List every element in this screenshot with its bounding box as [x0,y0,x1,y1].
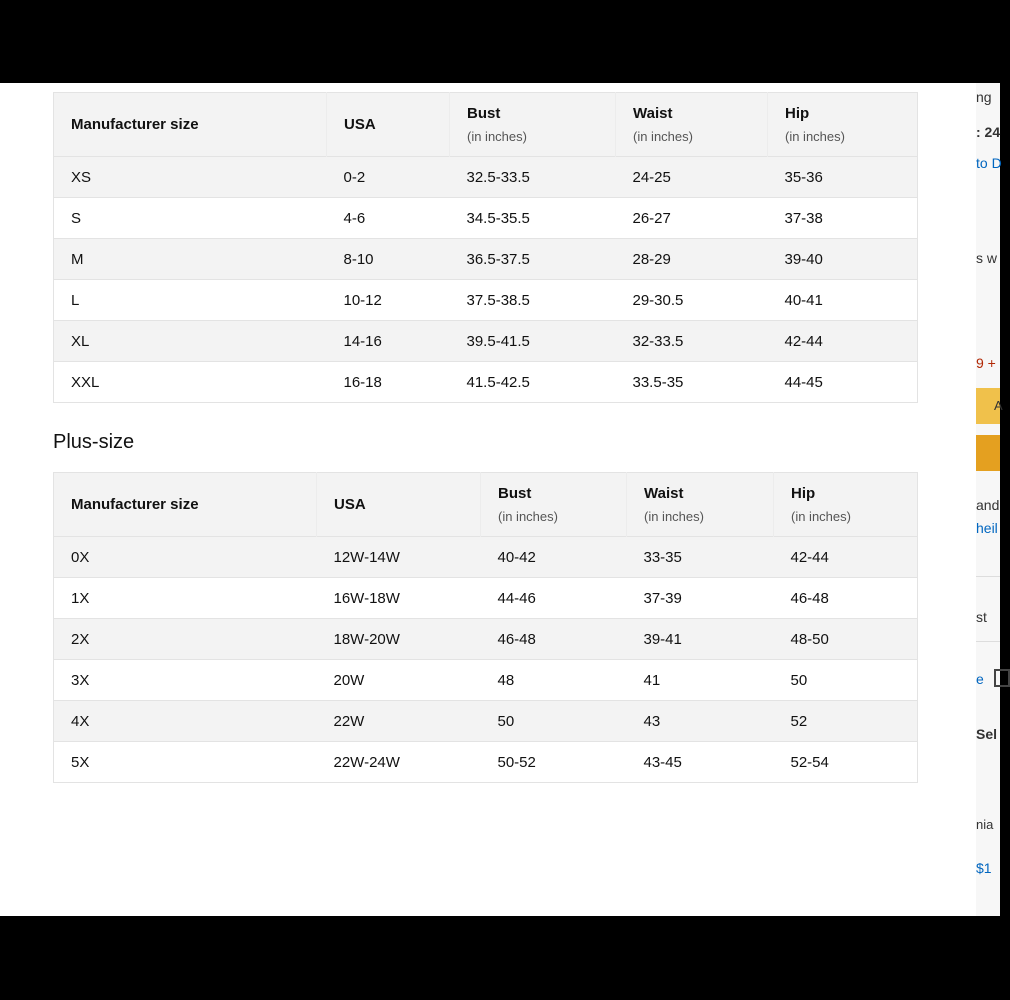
column-header-bust [481,473,627,537]
plus-size-section-title: Plus-size [53,431,135,453]
table-cell: S [54,198,327,239]
table-cell: 12W-14W [317,537,481,578]
table-cell: 39-40 [768,239,918,280]
table-cell: 46-48 [774,578,918,619]
table-row [54,321,918,362]
table-cell: 3X [54,660,317,701]
table-cell: 8-10 [327,239,450,280]
bg-text-fragment: and [976,497,1000,513]
table-cell: 40-41 [768,280,918,321]
column-header-unit: (in inches) [498,509,558,524]
column-header-label: Hip [785,105,810,122]
table-cell: L [54,280,327,321]
table-cell: M [54,239,327,280]
table-cell: 26-27 [616,198,768,239]
table-cell: 4-6 [327,198,450,239]
table-cell: 43-45 [627,742,774,783]
column-header-unit: (in inches) [785,129,845,144]
column-header-label: Manufacturer size [71,496,199,513]
column-header-manufacturer-size [54,93,327,157]
column-header-hip [774,473,918,537]
table-cell: 36.5-37.5 [450,239,616,280]
table-row [54,619,918,660]
table-cell: 24-25 [616,157,768,198]
table-row [54,362,918,403]
column-header-label: Waist [633,105,673,122]
column-header-label: Hip [791,485,816,502]
column-header-label: USA [344,116,376,133]
page-background [0,83,1003,916]
table-cell: 16W-18W [317,578,481,619]
bg-text-fragment: : 24 [976,124,1001,140]
table-header-row [54,93,918,157]
column-header-usa [327,93,450,157]
column-header-label: Manufacturer size [71,116,199,133]
bg-link-fragment: $1 [976,860,992,876]
table-cell: 37-38 [768,198,918,239]
bg-link-fragment: e [976,671,984,687]
table-cell: 2X [54,619,317,660]
bg-text-fragment: ng [976,89,992,105]
table-cell: 14-16 [327,321,450,362]
table-cell: 48 [481,660,627,701]
table-row [54,239,918,280]
table-cell: 41 [627,660,774,701]
bg-text-fragment: s w [976,250,997,266]
column-header-manufacturer-size [54,473,317,537]
column-header-unit: (in inches) [467,129,527,144]
bg-divider [976,641,1000,642]
column-header-label: Bust [498,485,532,502]
column-header-hip [768,93,918,157]
bg-divider [976,576,1000,577]
table-cell: 34.5-35.5 [450,198,616,239]
bg-price-fragment: 9 + [976,355,996,371]
table-cell: 29-30.5 [616,280,768,321]
table-cell: 48-50 [774,619,918,660]
table-cell: 52-54 [774,742,918,783]
column-header-waist [627,473,774,537]
table-cell: 1X [54,578,317,619]
table-row [54,701,918,742]
table-cell: 0-2 [327,157,450,198]
table-cell: 32.5-33.5 [450,157,616,198]
table-cell: XS [54,157,327,198]
table-cell: 33-35 [627,537,774,578]
table-cell: 35-36 [768,157,918,198]
bg-buy-now-button [976,435,1000,471]
column-header-waist [616,93,768,157]
table-cell: 40-42 [481,537,627,578]
table-row [54,157,918,198]
table-cell: 18W-20W [317,619,481,660]
table-cell: 37-39 [627,578,774,619]
table-cell: 22W-24W [317,742,481,783]
table-cell: 50 [774,660,918,701]
column-header-label: Bust [467,105,501,122]
table-cell: 22W [317,701,481,742]
bg-text-fragment: st [976,609,987,625]
column-header-unit: (in inches) [633,129,693,144]
column-header-usa [317,473,481,537]
table-cell: 41.5-42.5 [450,362,616,403]
bg-link-fragment: to D [976,155,1002,171]
background-product-page [976,83,1003,916]
table-cell: 28-29 [616,239,768,280]
table-cell: 42-44 [768,321,918,362]
table-cell: 0X [54,537,317,578]
table-cell: 43 [627,701,774,742]
table-cell: 44-46 [481,578,627,619]
column-header-label: Waist [644,485,684,502]
column-header-unit: (in inches) [791,509,851,524]
table-cell: 39.5-41.5 [450,321,616,362]
table-cell: 10-12 [327,280,450,321]
table-row [54,578,918,619]
table-cell: 5X [54,742,317,783]
table-cell: 50-52 [481,742,627,783]
bg-text-fragment: Sel [976,726,998,742]
table-row [54,660,918,701]
table-cell: 33.5-35 [616,362,768,403]
table-cell: 16-18 [327,362,450,403]
table-cell: XL [54,321,327,362]
bg-text-fragment: nia [976,817,994,832]
table-row [54,742,918,783]
bg-add-to-cart-button [976,388,1003,424]
table-cell: 20W [317,660,481,701]
table-cell: 46-48 [481,619,627,660]
table-cell: 37.5-38.5 [450,280,616,321]
column-header-label: USA [334,496,366,513]
table-header-row [54,473,918,537]
column-header-bust [450,93,616,157]
table-cell: 39-41 [627,619,774,660]
bg-link-fragment: heil [976,520,998,536]
table-cell: 4X [54,701,317,742]
table-row [54,198,918,239]
size-chart-table [53,92,918,403]
table-row [54,537,918,578]
column-header-unit: (in inches) [644,509,704,524]
table-cell: 44-45 [768,362,918,403]
size-chart-modal [0,83,976,916]
table-row [54,280,918,321]
table-cell: 50 [481,701,627,742]
plus-size-chart-table [53,472,918,783]
table-cell: 32-33.5 [616,321,768,362]
table-cell: XXL [54,362,327,403]
bg-checkbox-icon [994,669,1010,687]
bg-button-label: A [994,398,1003,413]
table-cell: 42-44 [774,537,918,578]
table-cell: 52 [774,701,918,742]
